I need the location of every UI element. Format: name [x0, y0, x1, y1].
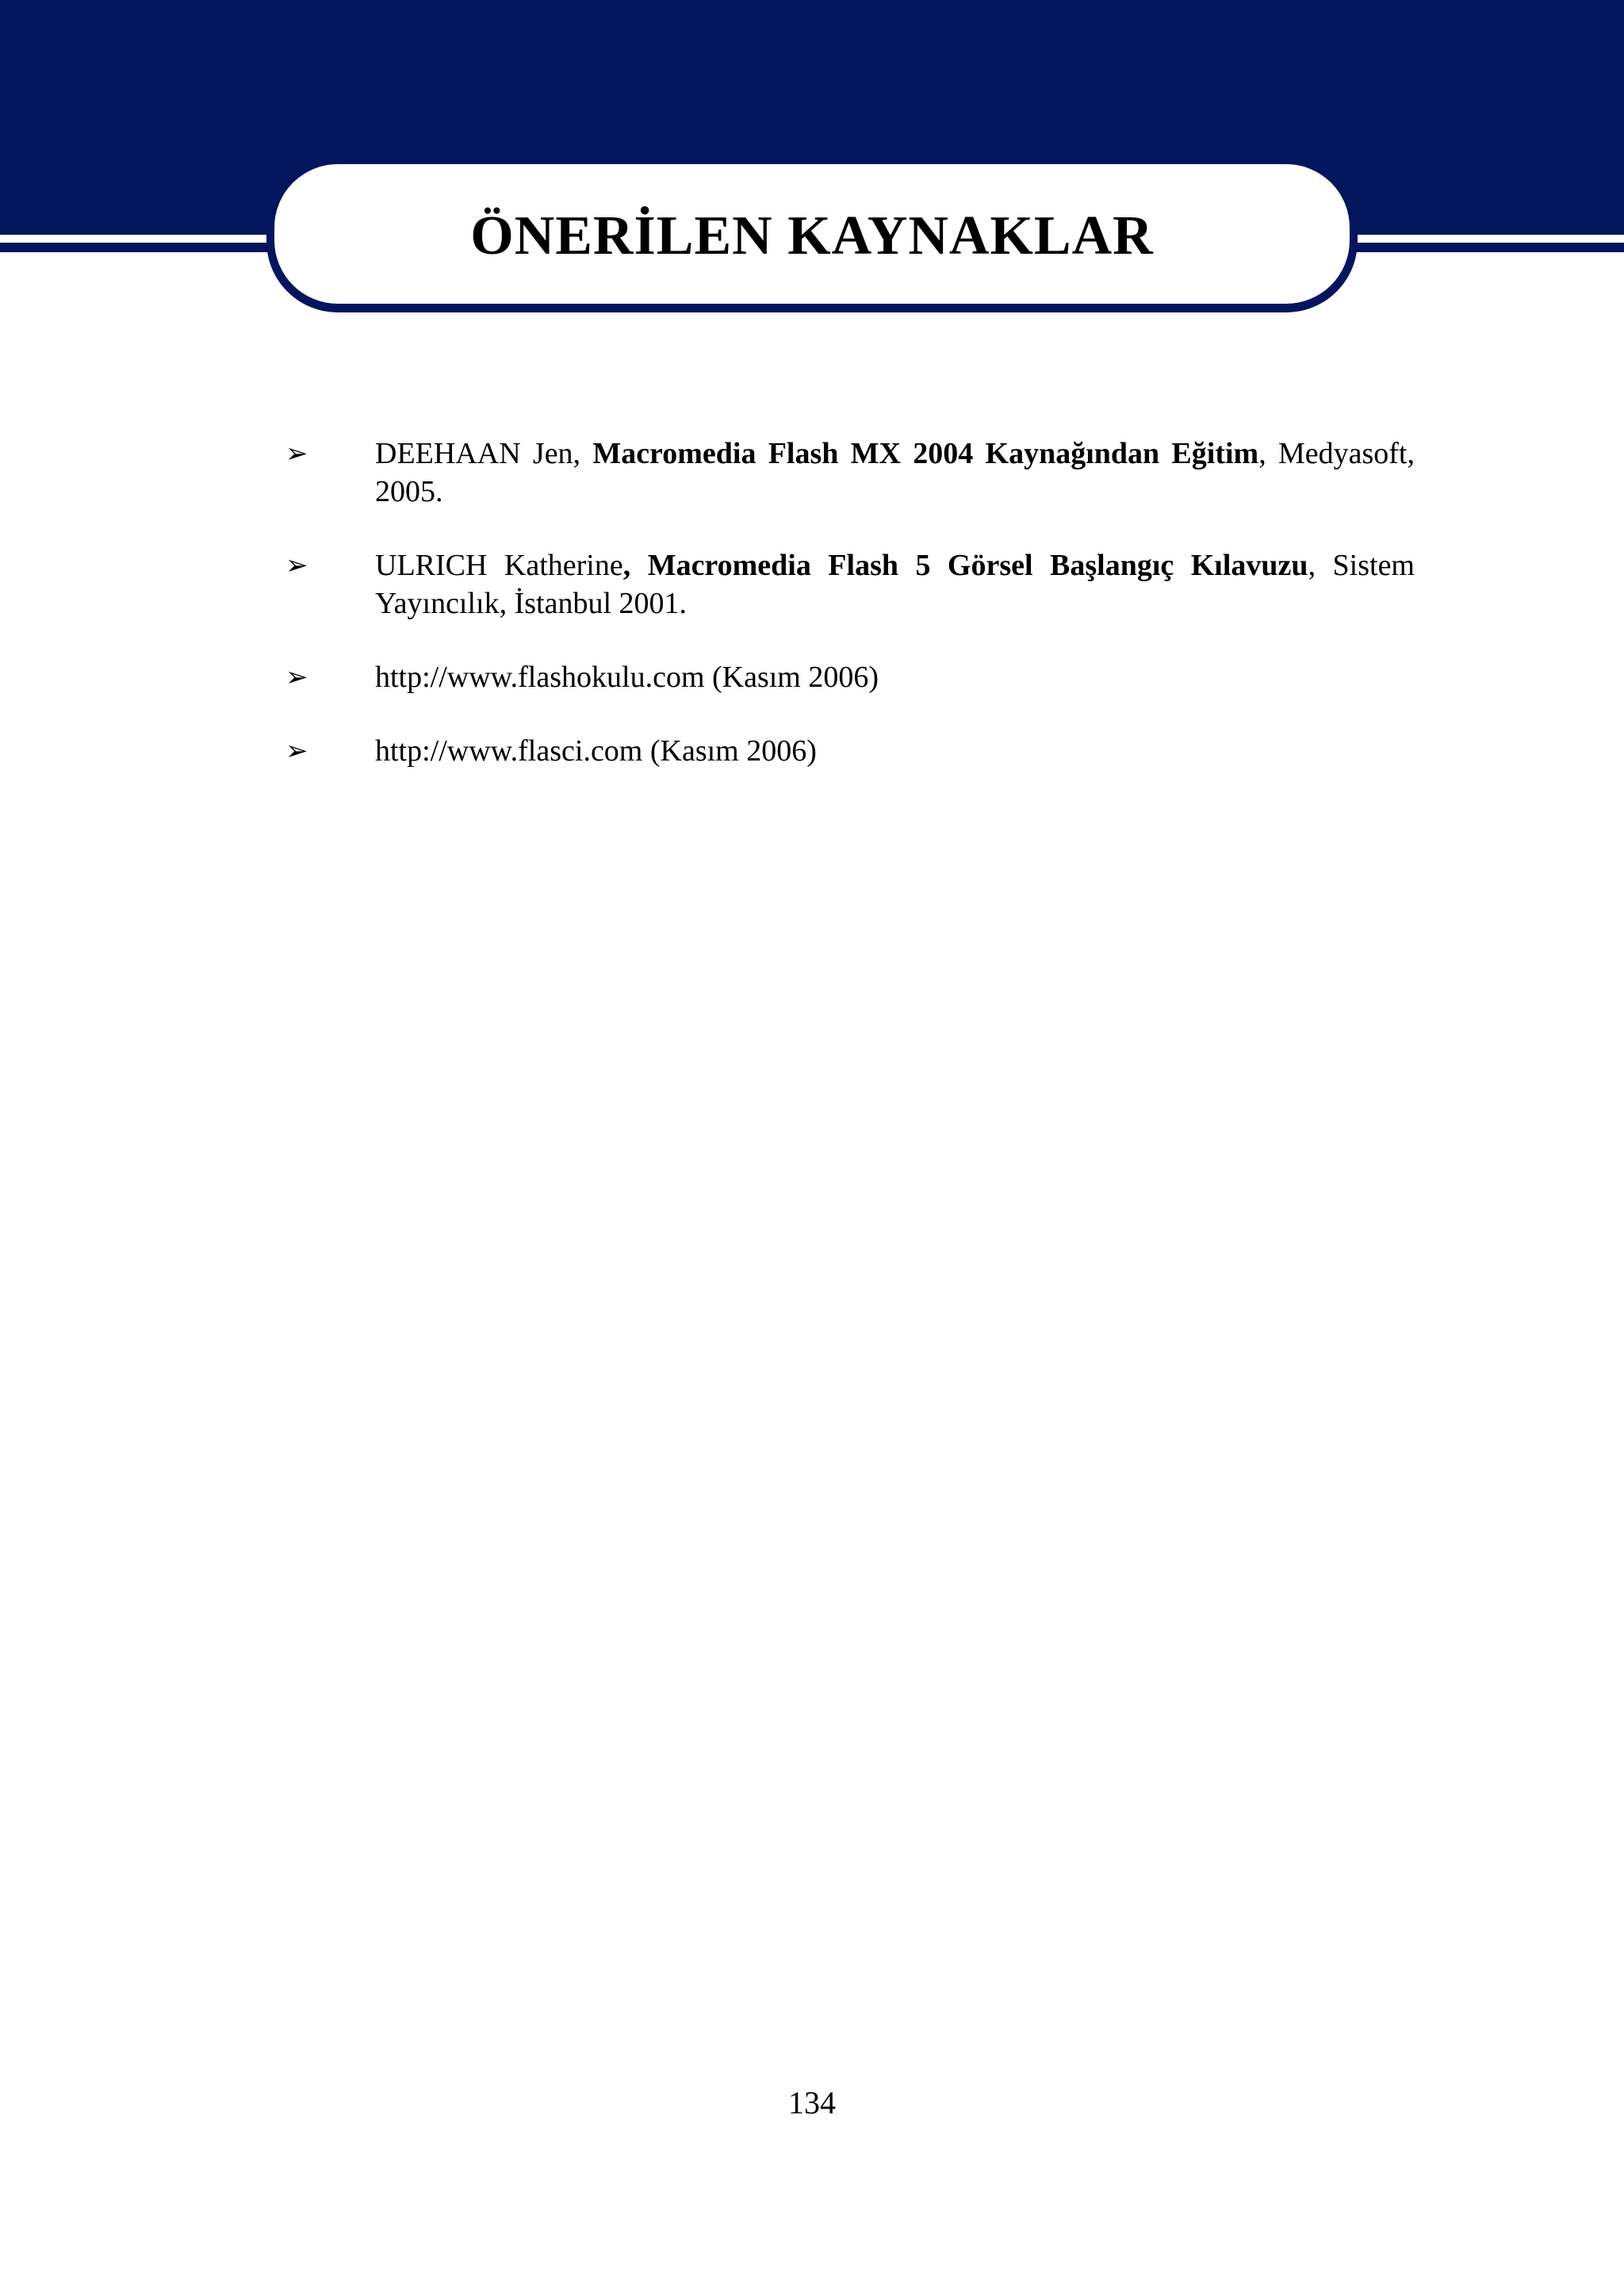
- page-title: ÖNERİLEN KAYNAKLAR: [470, 205, 1154, 266]
- reference-publisher: , Medyasoft, 2005.: [375, 437, 1415, 508]
- page-number: 134: [788, 2085, 836, 2121]
- reference-item: [285, 732, 1415, 770]
- reference-link[interactable]: http://www.flasci.com (Kasım 2006): [375, 734, 817, 768]
- title-pill: [274, 164, 1350, 304]
- arrow-bullet-icon: ➢: [285, 550, 308, 581]
- reference-item: [285, 658, 1415, 696]
- reference-item: [285, 435, 1415, 511]
- reference-item: [285, 546, 1415, 623]
- arrow-bullet-icon: ➢: [285, 735, 308, 767]
- reference-text: [375, 435, 1415, 511]
- reference-author: DEEHAAN Jen,: [375, 437, 593, 470]
- reference-text: [375, 546, 1415, 623]
- reference-list: [285, 435, 1415, 806]
- reference-publisher: , Sistem Yayıncılık, İstanbul 2001.: [375, 549, 1415, 620]
- reference-author: ULRICH Katherine: [375, 549, 623, 582]
- arrow-bullet-icon: ➢: [285, 661, 308, 693]
- reference-book-title: , Macromedia Flash 5 Görsel Başlangıç Kılavuzu: [622, 549, 1308, 582]
- reference-link[interactable]: http://www.flashokulu.com (Kasım 2006): [375, 661, 879, 694]
- reference-book-title: Macromedia Flash MX 2004 Kaynağından Eğitim: [592, 437, 1259, 470]
- arrow-bullet-icon: ➢: [285, 438, 308, 469]
